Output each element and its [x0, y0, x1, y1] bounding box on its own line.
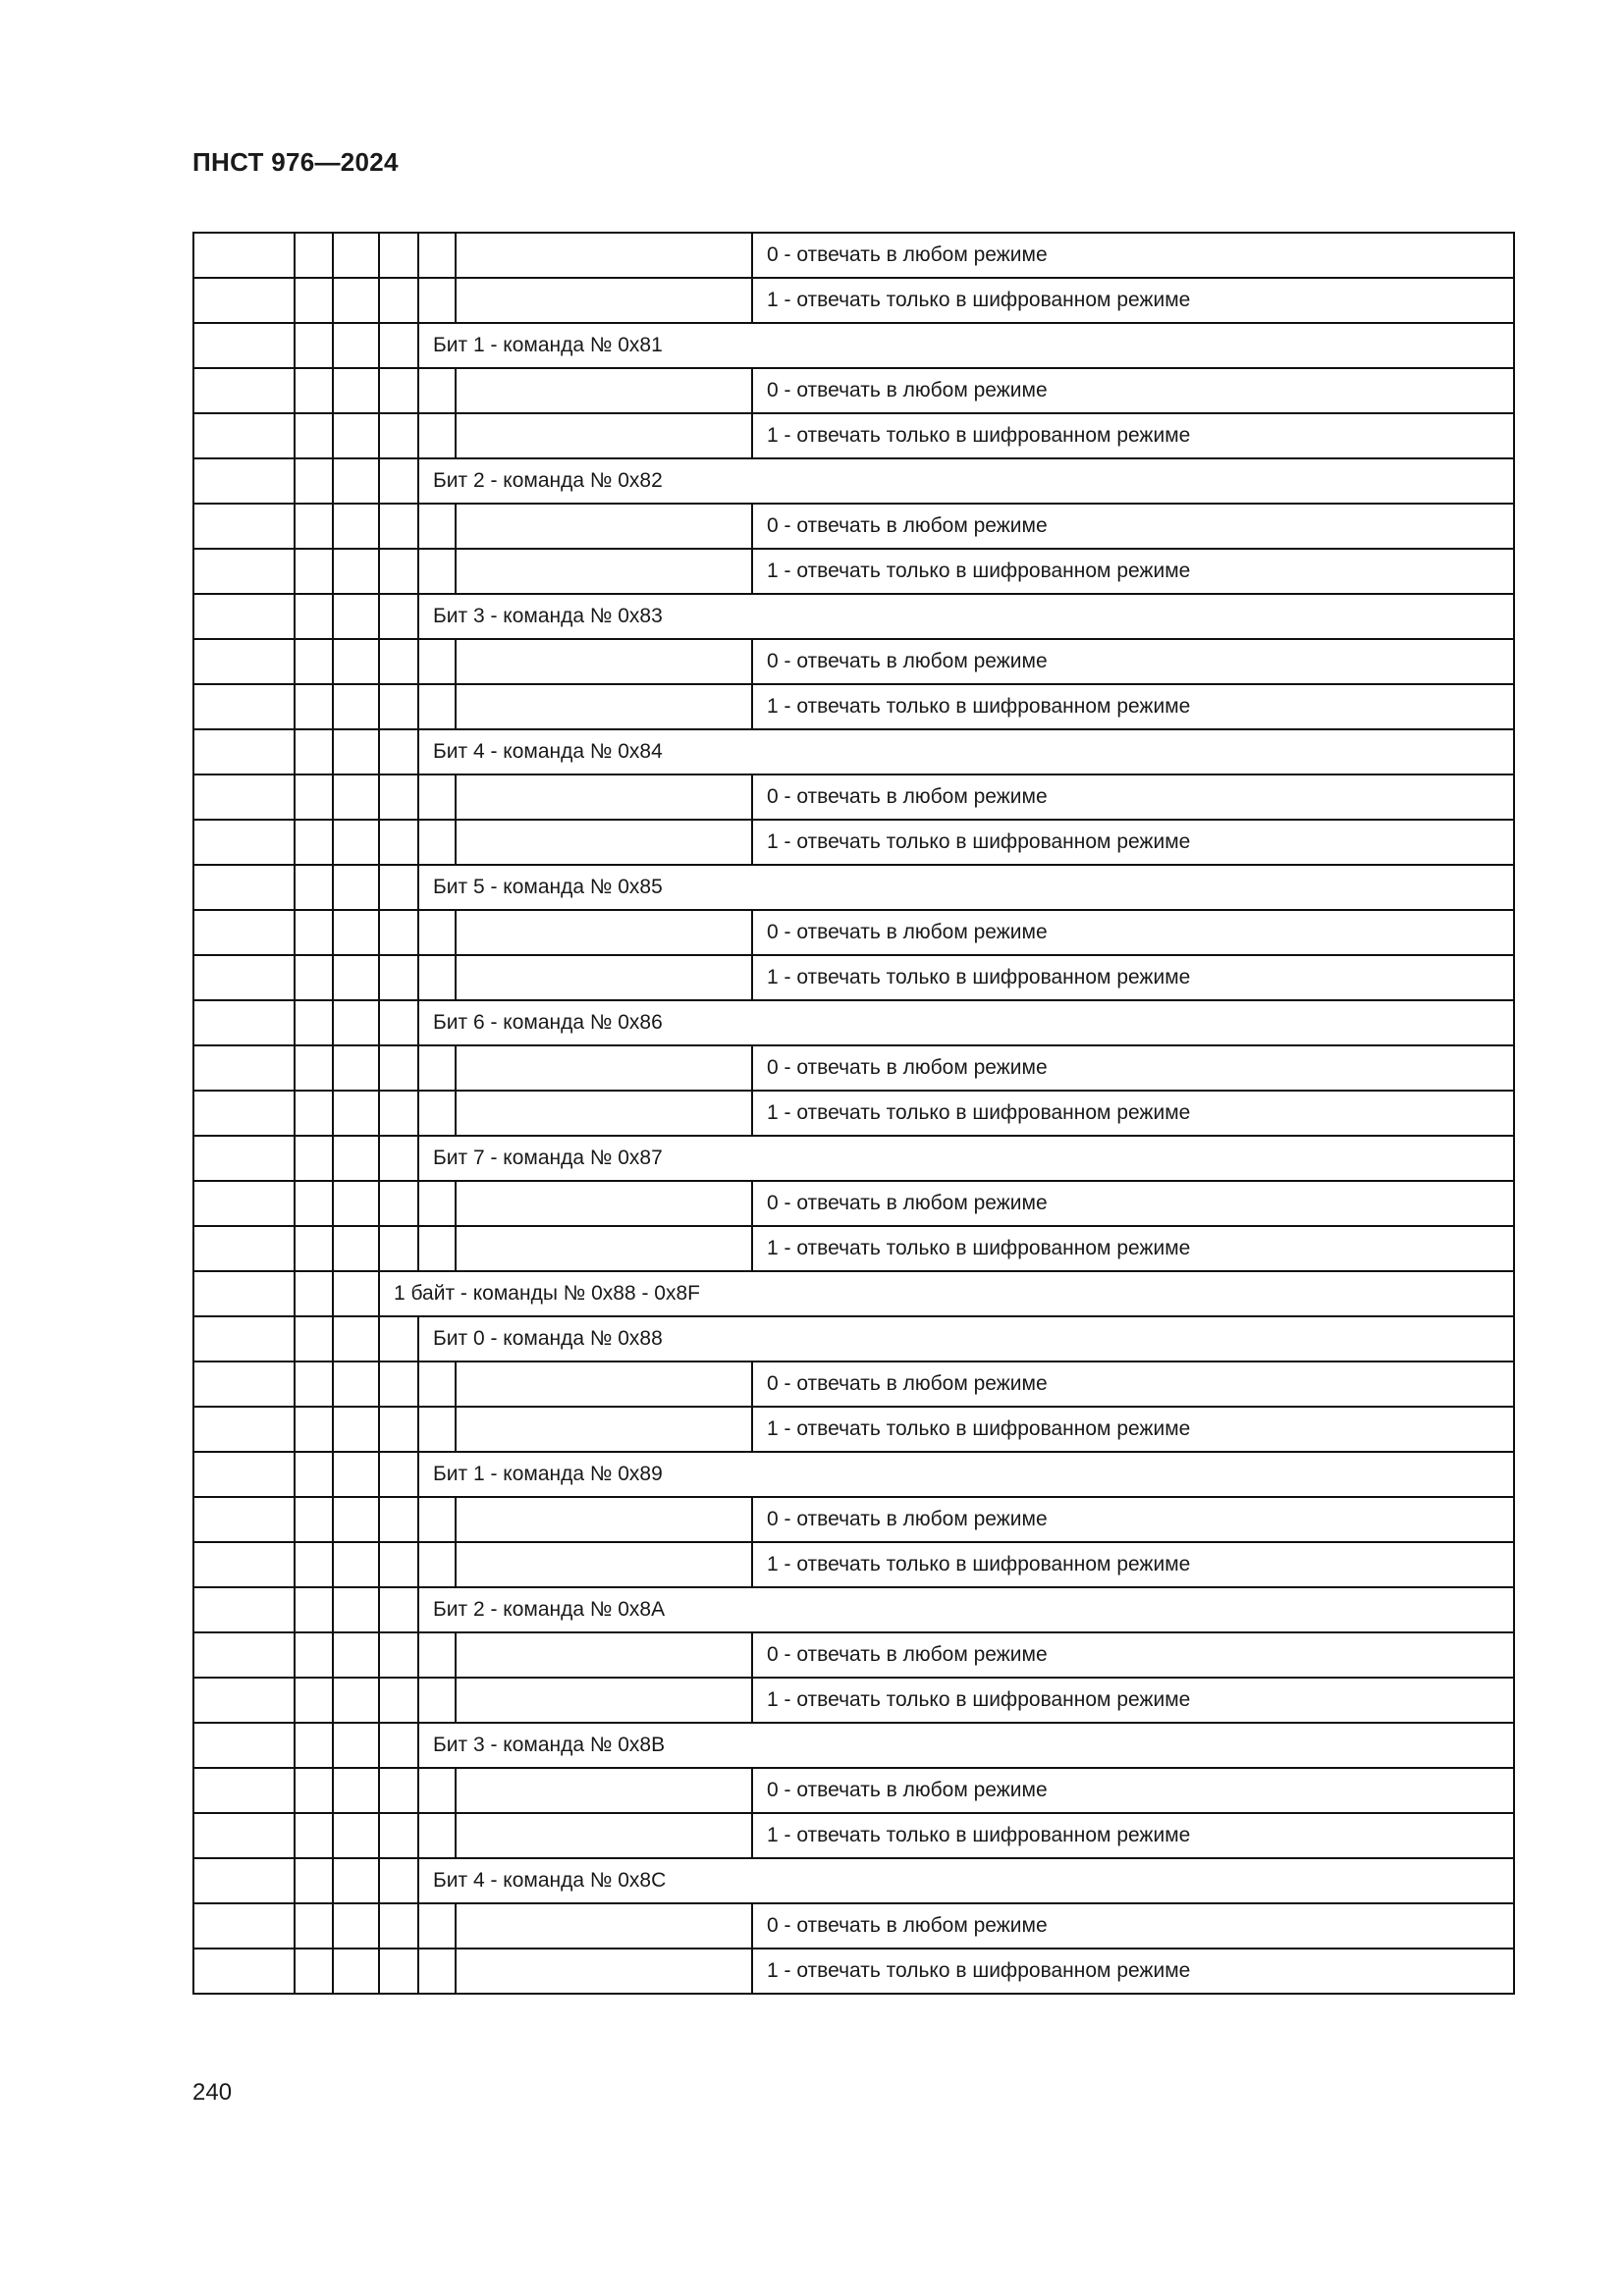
- bit-command-cell: Бит 4 - команда № 0x8C: [418, 1858, 1514, 1903]
- empty-cell: [193, 1226, 295, 1271]
- empty-cell: [193, 1768, 295, 1813]
- value-description-cell: 1 - отвечать только в шифрованном режиме: [752, 684, 1514, 729]
- empty-cell: [295, 368, 333, 413]
- bit-command-cell: Бит 2 - команда № 0x82: [418, 458, 1514, 504]
- value-description-cell: 1 - отвечать только в шифрованном режиме: [752, 549, 1514, 594]
- empty-cell: [295, 594, 333, 639]
- empty-cell: [379, 1632, 418, 1678]
- empty-cell: [295, 1723, 333, 1768]
- empty-cell: [418, 774, 456, 820]
- empty-cell: [193, 1136, 295, 1181]
- empty-cell: [295, 1678, 333, 1723]
- empty-cell: [333, 1858, 379, 1903]
- empty-cell: [295, 1903, 333, 1949]
- empty-cell: [295, 323, 333, 368]
- empty-cell: [379, 1452, 418, 1497]
- empty-cell: [193, 865, 295, 910]
- value-description-cell: 1 - отвечать только в шифрованном режиме: [752, 820, 1514, 865]
- empty-cell: [333, 865, 379, 910]
- empty-cell: [379, 910, 418, 955]
- table-row: [193, 413, 1514, 458]
- value-description-cell: 1 - отвечать только в шифрованном режиме: [752, 1678, 1514, 1723]
- table-row: [193, 368, 1514, 413]
- empty-cell: [418, 1497, 456, 1542]
- empty-cell: [193, 1858, 295, 1903]
- empty-cell: [456, 1903, 752, 1949]
- empty-cell: [193, 458, 295, 504]
- empty-cell: [418, 1632, 456, 1678]
- empty-cell: [418, 368, 456, 413]
- empty-cell: [333, 820, 379, 865]
- table-row: [193, 1632, 1514, 1678]
- table-row: [193, 910, 1514, 955]
- empty-cell: [295, 865, 333, 910]
- table-row: [193, 955, 1514, 1000]
- table-row: [193, 1091, 1514, 1136]
- empty-cell: [333, 549, 379, 594]
- empty-cell: [418, 820, 456, 865]
- table-row: [193, 323, 1514, 368]
- byte-command-cell: 1 байт - команды № 0x88 - 0x8F: [379, 1271, 1514, 1316]
- table-row: [193, 233, 1514, 278]
- empty-cell: [295, 729, 333, 774]
- bit-command-cell: Бит 5 - команда № 0x85: [418, 865, 1514, 910]
- empty-cell: [295, 1091, 333, 1136]
- empty-cell: [295, 1452, 333, 1497]
- table-row: [193, 639, 1514, 684]
- empty-cell: [333, 1497, 379, 1542]
- empty-cell: [333, 368, 379, 413]
- empty-cell: [379, 278, 418, 323]
- empty-cell: [418, 549, 456, 594]
- empty-cell: [456, 549, 752, 594]
- empty-cell: [333, 1903, 379, 1949]
- table-row: [193, 1271, 1514, 1316]
- empty-cell: [379, 1497, 418, 1542]
- bit-command-cell: Бит 0 - команда № 0x88: [418, 1316, 1514, 1362]
- empty-cell: [456, 955, 752, 1000]
- empty-cell: [379, 233, 418, 278]
- empty-cell: [418, 413, 456, 458]
- value-description-cell: 0 - отвечать в любом режиме: [752, 639, 1514, 684]
- empty-cell: [193, 1091, 295, 1136]
- empty-cell: [295, 1136, 333, 1181]
- table-row: [193, 1362, 1514, 1407]
- empty-cell: [333, 1316, 379, 1362]
- bit-command-cell: Бит 7 - команда № 0x87: [418, 1136, 1514, 1181]
- table-row: [193, 1678, 1514, 1723]
- empty-cell: [193, 413, 295, 458]
- table-row: [193, 1903, 1514, 1949]
- empty-cell: [418, 955, 456, 1000]
- empty-cell: [379, 955, 418, 1000]
- empty-cell: [379, 1723, 418, 1768]
- empty-cell: [333, 684, 379, 729]
- empty-cell: [379, 549, 418, 594]
- empty-cell: [333, 1949, 379, 1994]
- empty-cell: [418, 1407, 456, 1452]
- empty-cell: [295, 1813, 333, 1858]
- empty-cell: [456, 504, 752, 549]
- empty-cell: [333, 774, 379, 820]
- empty-cell: [295, 1226, 333, 1271]
- empty-cell: [418, 278, 456, 323]
- value-description-cell: 1 - отвечать только в шифрованном режиме: [752, 1542, 1514, 1587]
- empty-cell: [418, 684, 456, 729]
- table-row: [193, 865, 1514, 910]
- table-row: [193, 1045, 1514, 1091]
- empty-cell: [379, 865, 418, 910]
- empty-cell: [193, 1045, 295, 1091]
- page-number: 240: [192, 2079, 233, 2106]
- empty-cell: [456, 233, 752, 278]
- bit-command-cell: Бит 2 - команда № 0x8A: [418, 1587, 1514, 1632]
- empty-cell: [456, 1949, 752, 1994]
- empty-cell: [379, 684, 418, 729]
- value-description-cell: 1 - отвечать только в шифрованном режиме: [752, 1813, 1514, 1858]
- empty-cell: [379, 1949, 418, 1994]
- document-code: ПНСТ 976—2024: [192, 147, 399, 177]
- empty-cell: [295, 1045, 333, 1091]
- empty-cell: [193, 1000, 295, 1045]
- empty-cell: [418, 910, 456, 955]
- table-row: [193, 1000, 1514, 1045]
- empty-cell: [418, 639, 456, 684]
- spec-table: [192, 232, 1515, 1995]
- empty-cell: [295, 1858, 333, 1903]
- empty-cell: [333, 1587, 379, 1632]
- empty-cell: [333, 955, 379, 1000]
- empty-cell: [379, 639, 418, 684]
- empty-cell: [193, 1632, 295, 1678]
- value-description-cell: 0 - отвечать в любом режиме: [752, 368, 1514, 413]
- empty-cell: [193, 1678, 295, 1723]
- value-description-cell: 1 - отвечать только в шифрованном режиме: [752, 955, 1514, 1000]
- empty-cell: [333, 1632, 379, 1678]
- empty-cell: [295, 1587, 333, 1632]
- empty-cell: [379, 1587, 418, 1632]
- table-row: [193, 1497, 1514, 1542]
- empty-cell: [456, 684, 752, 729]
- empty-cell: [379, 1000, 418, 1045]
- table-row: [193, 458, 1514, 504]
- empty-cell: [379, 1136, 418, 1181]
- empty-cell: [295, 820, 333, 865]
- empty-cell: [193, 1362, 295, 1407]
- table-row: [193, 1226, 1514, 1271]
- table-row: [193, 1768, 1514, 1813]
- empty-cell: [333, 1362, 379, 1407]
- empty-cell: [333, 1813, 379, 1858]
- empty-cell: [456, 1226, 752, 1271]
- empty-cell: [456, 1768, 752, 1813]
- empty-cell: [295, 1497, 333, 1542]
- empty-cell: [193, 1723, 295, 1768]
- empty-cell: [418, 233, 456, 278]
- empty-cell: [456, 1678, 752, 1723]
- empty-cell: [193, 1271, 295, 1316]
- value-description-cell: 1 - отвечать только в шифрованном режиме: [752, 413, 1514, 458]
- table-row: [193, 1316, 1514, 1362]
- empty-cell: [418, 1045, 456, 1091]
- table-row: [193, 774, 1514, 820]
- empty-cell: [333, 233, 379, 278]
- table-row: [193, 729, 1514, 774]
- empty-cell: [456, 1362, 752, 1407]
- empty-cell: [333, 1136, 379, 1181]
- table-row: [193, 1587, 1514, 1632]
- empty-cell: [379, 1768, 418, 1813]
- empty-cell: [379, 1045, 418, 1091]
- empty-cell: [193, 955, 295, 1000]
- table-row: [193, 1858, 1514, 1903]
- empty-cell: [456, 413, 752, 458]
- empty-cell: [418, 1949, 456, 1994]
- empty-cell: [193, 1903, 295, 1949]
- empty-cell: [193, 1497, 295, 1542]
- value-description-cell: 0 - отвечать в любом режиме: [752, 233, 1514, 278]
- value-description-cell: 0 - отвечать в любом режиме: [752, 1181, 1514, 1226]
- table-row: [193, 278, 1514, 323]
- bit-command-cell: Бит 3 - команда № 0x8B: [418, 1723, 1514, 1768]
- empty-cell: [333, 458, 379, 504]
- empty-cell: [379, 368, 418, 413]
- empty-cell: [193, 820, 295, 865]
- empty-cell: [193, 639, 295, 684]
- empty-cell: [295, 639, 333, 684]
- table-row: [193, 1136, 1514, 1181]
- value-description-cell: 1 - отвечать только в шифрованном режиме: [752, 1949, 1514, 1994]
- empty-cell: [456, 1091, 752, 1136]
- empty-cell: [295, 278, 333, 323]
- empty-cell: [379, 1316, 418, 1362]
- empty-cell: [456, 1045, 752, 1091]
- value-description-cell: 0 - отвечать в любом режиме: [752, 774, 1514, 820]
- empty-cell: [295, 774, 333, 820]
- value-description-cell: 0 - отвечать в любом режиме: [752, 1497, 1514, 1542]
- empty-cell: [295, 1632, 333, 1678]
- table-row: [193, 820, 1514, 865]
- empty-cell: [193, 729, 295, 774]
- empty-cell: [295, 1181, 333, 1226]
- empty-cell: [379, 1542, 418, 1587]
- empty-cell: [333, 1271, 379, 1316]
- value-description-cell: 0 - отвечать в любом режиме: [752, 1632, 1514, 1678]
- empty-cell: [193, 233, 295, 278]
- empty-cell: [333, 323, 379, 368]
- bit-command-cell: Бит 1 - команда № 0x89: [418, 1452, 1514, 1497]
- empty-cell: [456, 1813, 752, 1858]
- empty-cell: [418, 1542, 456, 1587]
- empty-cell: [193, 1407, 295, 1452]
- empty-cell: [456, 278, 752, 323]
- empty-cell: [193, 1316, 295, 1362]
- empty-cell: [418, 1768, 456, 1813]
- empty-cell: [295, 684, 333, 729]
- empty-cell: [418, 1226, 456, 1271]
- empty-cell: [193, 910, 295, 955]
- value-description-cell: 0 - отвечать в любом режиме: [752, 910, 1514, 955]
- empty-cell: [333, 413, 379, 458]
- empty-cell: [333, 1226, 379, 1271]
- empty-cell: [193, 1587, 295, 1632]
- empty-cell: [379, 323, 418, 368]
- bit-command-cell: Бит 6 - команда № 0x86: [418, 1000, 1514, 1045]
- empty-cell: [295, 910, 333, 955]
- table-row: [193, 1452, 1514, 1497]
- empty-cell: [295, 1271, 333, 1316]
- empty-cell: [193, 594, 295, 639]
- empty-cell: [333, 594, 379, 639]
- empty-cell: [333, 1542, 379, 1587]
- empty-cell: [193, 1813, 295, 1858]
- empty-cell: [193, 1452, 295, 1497]
- empty-cell: [333, 1091, 379, 1136]
- empty-cell: [193, 1542, 295, 1587]
- table-row: [193, 549, 1514, 594]
- empty-cell: [295, 504, 333, 549]
- empty-cell: [418, 504, 456, 549]
- empty-cell: [379, 774, 418, 820]
- empty-cell: [456, 639, 752, 684]
- empty-cell: [379, 458, 418, 504]
- empty-cell: [379, 504, 418, 549]
- empty-cell: [295, 1949, 333, 1994]
- empty-cell: [295, 1362, 333, 1407]
- empty-cell: [379, 1407, 418, 1452]
- empty-cell: [333, 1181, 379, 1226]
- empty-cell: [418, 1903, 456, 1949]
- empty-cell: [333, 729, 379, 774]
- empty-cell: [333, 278, 379, 323]
- value-description-cell: 0 - отвечать в любом режиме: [752, 504, 1514, 549]
- table-row: [193, 1813, 1514, 1858]
- empty-cell: [193, 774, 295, 820]
- empty-cell: [295, 549, 333, 594]
- empty-cell: [379, 1091, 418, 1136]
- empty-cell: [456, 1497, 752, 1542]
- empty-cell: [333, 639, 379, 684]
- empty-cell: [333, 910, 379, 955]
- empty-cell: [193, 1949, 295, 1994]
- table-row: [193, 1181, 1514, 1226]
- empty-cell: [379, 1362, 418, 1407]
- empty-cell: [418, 1362, 456, 1407]
- empty-cell: [379, 1858, 418, 1903]
- empty-cell: [456, 820, 752, 865]
- empty-cell: [193, 368, 295, 413]
- value-description-cell: 0 - отвечать в любом режиме: [752, 1045, 1514, 1091]
- empty-cell: [379, 1813, 418, 1858]
- value-description-cell: 0 - отвечать в любом режиме: [752, 1768, 1514, 1813]
- empty-cell: [333, 1452, 379, 1497]
- table-row: [193, 1949, 1514, 1994]
- empty-cell: [333, 1723, 379, 1768]
- empty-cell: [333, 1407, 379, 1452]
- table-row: [193, 1407, 1514, 1452]
- empty-cell: [456, 910, 752, 955]
- empty-cell: [193, 504, 295, 549]
- empty-cell: [379, 1181, 418, 1226]
- table-row: [193, 1542, 1514, 1587]
- empty-cell: [333, 1000, 379, 1045]
- empty-cell: [295, 1000, 333, 1045]
- empty-cell: [295, 1316, 333, 1362]
- empty-cell: [333, 1768, 379, 1813]
- empty-cell: [193, 1181, 295, 1226]
- empty-cell: [456, 774, 752, 820]
- table-row: [193, 594, 1514, 639]
- table-row: [193, 504, 1514, 549]
- bit-command-cell: Бит 3 - команда № 0x83: [418, 594, 1514, 639]
- value-description-cell: 1 - отвечать только в шифрованном режиме: [752, 278, 1514, 323]
- empty-cell: [295, 1407, 333, 1452]
- bit-command-cell: Бит 4 - команда № 0x84: [418, 729, 1514, 774]
- empty-cell: [456, 1632, 752, 1678]
- empty-cell: [295, 413, 333, 458]
- empty-cell: [379, 1903, 418, 1949]
- empty-cell: [418, 1813, 456, 1858]
- empty-cell: [333, 1045, 379, 1091]
- value-description-cell: 1 - отвечать только в шифрованном режиме: [752, 1226, 1514, 1271]
- empty-cell: [295, 233, 333, 278]
- empty-cell: [456, 1542, 752, 1587]
- empty-cell: [456, 1181, 752, 1226]
- empty-cell: [193, 323, 295, 368]
- empty-cell: [379, 729, 418, 774]
- empty-cell: [193, 278, 295, 323]
- empty-cell: [379, 1678, 418, 1723]
- empty-cell: [333, 504, 379, 549]
- empty-cell: [295, 1542, 333, 1587]
- value-description-cell: 0 - отвечать в любом режиме: [752, 1903, 1514, 1949]
- empty-cell: [193, 684, 295, 729]
- table-row: [193, 1723, 1514, 1768]
- empty-cell: [333, 1678, 379, 1723]
- empty-cell: [295, 1768, 333, 1813]
- empty-cell: [193, 549, 295, 594]
- empty-cell: [295, 955, 333, 1000]
- value-description-cell: 1 - отвечать только в шифрованном режиме: [752, 1407, 1514, 1452]
- empty-cell: [379, 820, 418, 865]
- empty-cell: [379, 594, 418, 639]
- empty-cell: [295, 458, 333, 504]
- empty-cell: [456, 1407, 752, 1452]
- empty-cell: [418, 1678, 456, 1723]
- empty-cell: [418, 1091, 456, 1136]
- empty-cell: [379, 413, 418, 458]
- bit-command-cell: Бит 1 - команда № 0x81: [418, 323, 1514, 368]
- table-row: [193, 684, 1514, 729]
- value-description-cell: 1 - отвечать только в шифрованном режиме: [752, 1091, 1514, 1136]
- empty-cell: [418, 1181, 456, 1226]
- empty-cell: [456, 368, 752, 413]
- empty-cell: [379, 1226, 418, 1271]
- value-description-cell: 0 - отвечать в любом режиме: [752, 1362, 1514, 1407]
